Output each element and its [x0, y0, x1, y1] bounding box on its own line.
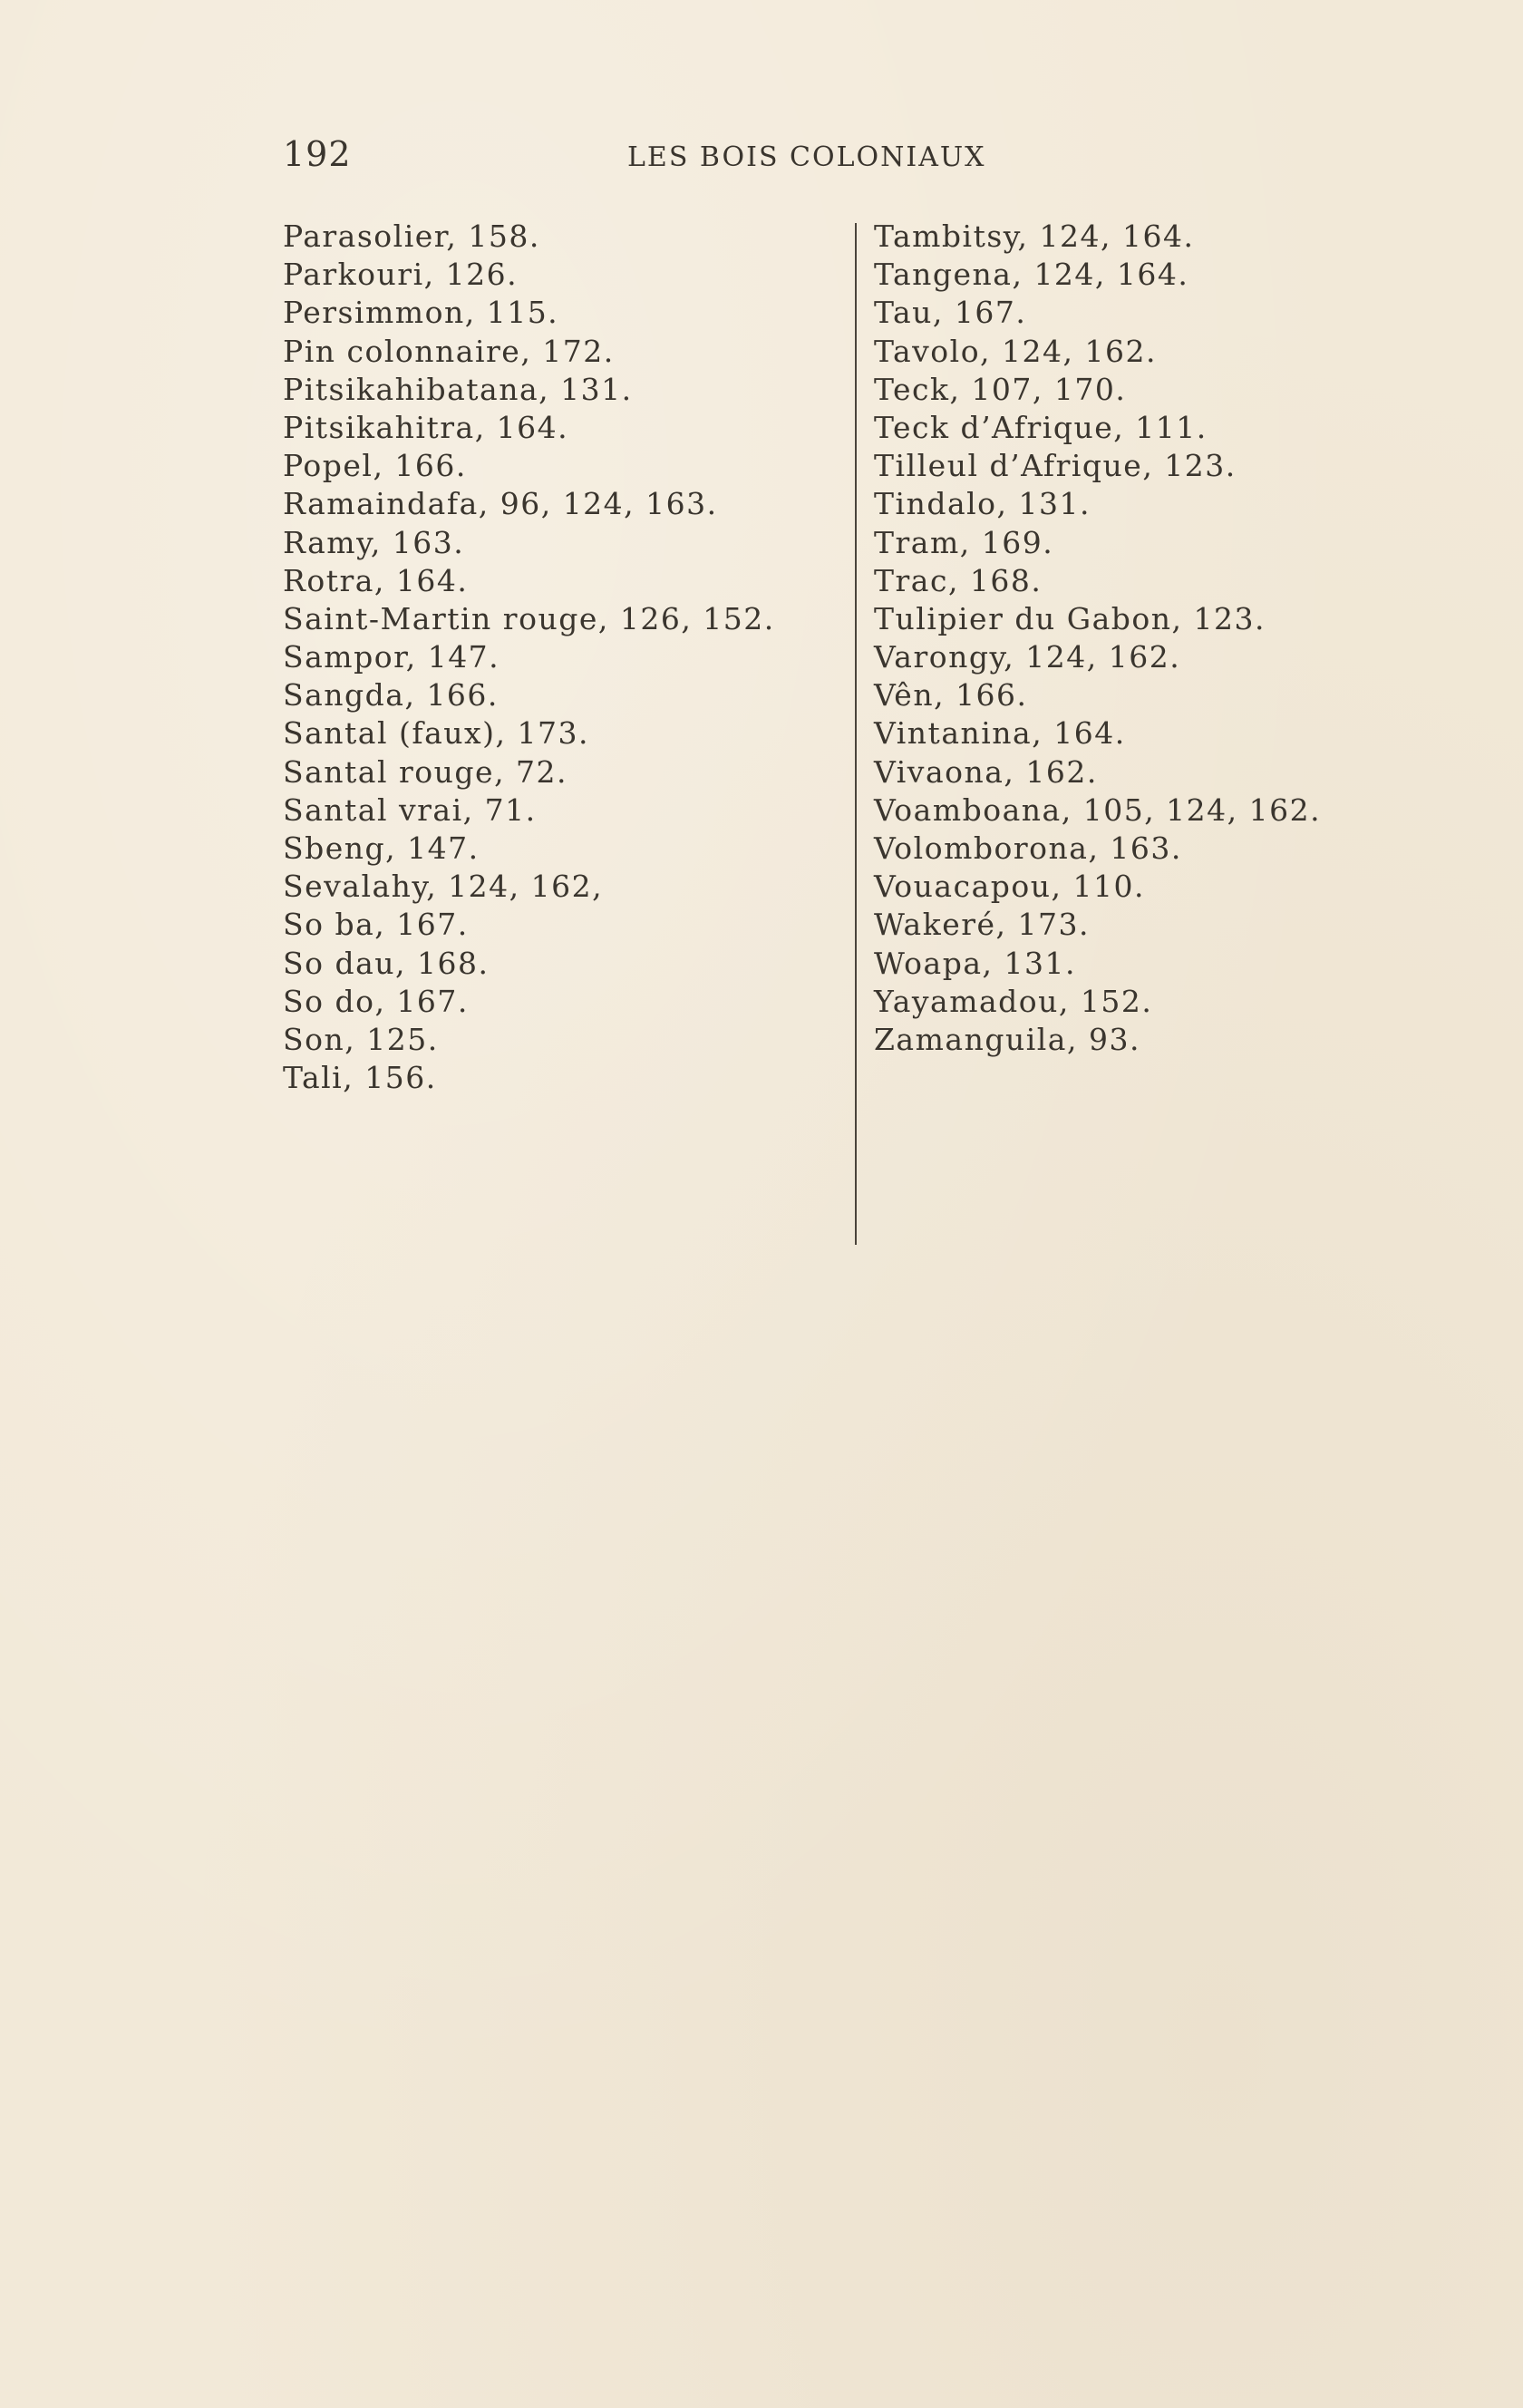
index-entry: Sbeng, 147. [283, 830, 480, 866]
column-divider [855, 223, 857, 1245]
index-entry: Rotra, 164. [283, 562, 469, 598]
running-title: LES BOIS COLONIAUX [627, 141, 986, 173]
index-entry: Vên, 166. [874, 677, 1028, 714]
index-entry: So do, 167. [283, 983, 469, 1019]
index-entry: Vintanina, 164. [874, 715, 1126, 752]
index-entry: So ba, 167. [283, 907, 469, 943]
index-entry: Parasolier, 158. [283, 218, 540, 254]
index-entry: Trac, 168. [874, 562, 1043, 598]
index-entry: Varongy, 124, 162. [874, 639, 1181, 675]
index-entry: Tavolo, 124, 162. [874, 333, 1157, 369]
index-entry: Santal rouge, 72. [283, 753, 568, 790]
index-entry: Santal vrai, 71. [283, 791, 537, 828]
page-number: 192 [283, 134, 352, 174]
index-entry: Son, 125. [283, 1021, 439, 1057]
index-entry: Tangena, 124, 164. [874, 257, 1189, 293]
index-entry: Parkouri, 126. [283, 257, 519, 293]
index-entry: Popel, 166. [283, 448, 467, 484]
index-entry: Tau, 167. [874, 295, 1027, 331]
index-entry: Vouacapou, 110. [874, 869, 1145, 905]
index-entry: Pitsikahibatana, 131. [283, 371, 633, 407]
index-entry: Woapa, 131. [874, 945, 1076, 981]
index-entry: Santal (faux), 173. [283, 715, 589, 752]
index-entry: Sampor, 147. [283, 639, 500, 675]
index-entry: Persimmon, 115. [283, 295, 559, 331]
index-entry: Vivaona, 162. [874, 753, 1098, 790]
index-entry: Voamboana, 105, 124, 162. [874, 791, 1322, 828]
index-entry: Tram, 169. [874, 524, 1054, 560]
index-entry: Ramy, 163. [283, 524, 465, 560]
index-entry: Wakeré, 173. [874, 907, 1091, 943]
index-entry: Ramaindafa, 96, 124, 163. [283, 486, 718, 522]
index-entry: Tilleul d’Afrique, 123. [874, 448, 1237, 484]
index-entry: Pitsikahitra, 164. [283, 409, 569, 445]
index-entry: Teck d’Afrique, 111. [874, 409, 1208, 445]
index-entry: Yayamadou, 152. [874, 983, 1153, 1019]
index-entry: Teck, 107, 170. [874, 371, 1127, 407]
index-column-right [874, 218, 1418, 1059]
index-entry: Sangda, 166. [283, 677, 499, 714]
page-header [283, 134, 1280, 180]
index-entry: Volomborona, 163. [874, 830, 1182, 866]
index-entry: Pin colonnaire, 172. [283, 333, 615, 369]
index-entry: Sevalahy, 124, 162, [283, 869, 604, 905]
index-column-left [283, 218, 845, 1097]
index-entry: Tambitsy, 124, 164. [874, 218, 1195, 254]
index-entry: Tindalo, 131. [874, 486, 1091, 522]
index-entry: Tulipier du Gabon, 123. [874, 600, 1266, 636]
index-entry: So dau, 168. [283, 945, 490, 981]
index-entry: Zamanguila, 93. [874, 1021, 1140, 1057]
index-entry: Saint-Martin rouge, 126, 152. [283, 600, 775, 636]
index-entry: Tali, 156. [283, 1060, 437, 1096]
